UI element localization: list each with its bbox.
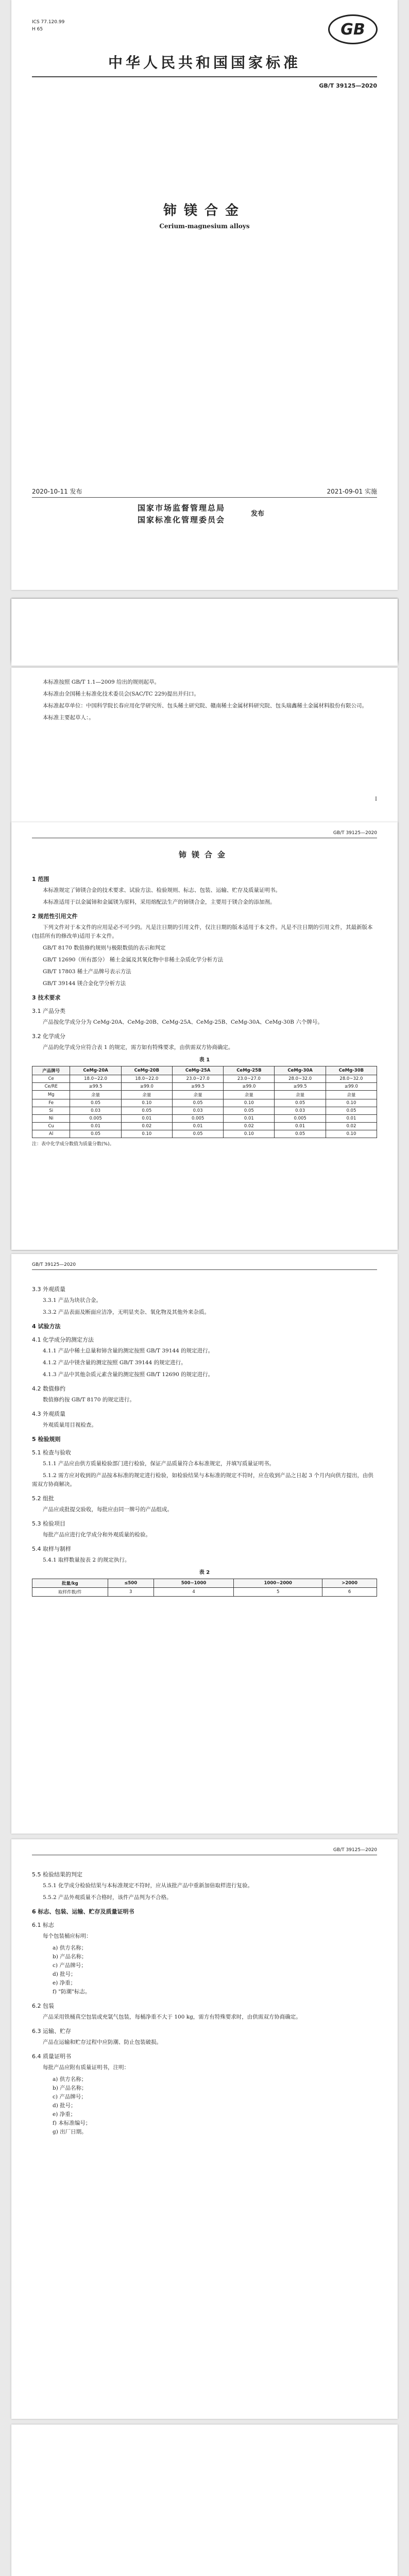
table-cell: ≥99.5: [70, 1083, 121, 1091]
section-title-test-methods: 4 试验方法: [32, 1323, 61, 1330]
table-cell: ≥99.0: [326, 1083, 377, 1091]
certificate-list-item: d) 批号；: [53, 2103, 76, 2109]
table-cell: 0.05: [70, 1130, 121, 1138]
composition-table: [32, 1066, 377, 1138]
table-cell: 0.05: [224, 1107, 275, 1115]
table-row: [32, 1588, 377, 1597]
table-cell: 0.03: [70, 1107, 121, 1115]
table-header-cell: CeMg-20A: [70, 1066, 121, 1075]
table-cell: 0.10: [121, 1130, 172, 1138]
gb-logo-text: GB: [340, 20, 365, 39]
subsection-title-chem-methods: 4.1 化学成分的测定方法: [32, 1336, 94, 1343]
foreword-paragraph: 本标准由全国稀土标准化技术委员会(SAC/TC 229)提出并归口。: [43, 691, 199, 697]
table-cell: 余量: [326, 1091, 377, 1099]
table-cell: Fe: [32, 1099, 70, 1107]
inspection-items-paragraph: 每批产品应进行化学成分和外观质量的检验。: [43, 1532, 151, 1538]
table-cell: 18.0~22.0: [121, 1075, 172, 1083]
table-row: [32, 1091, 377, 1099]
table-cell: Cu: [32, 1123, 70, 1130]
table-header-row: [32, 1579, 377, 1588]
table-cell: 余量: [275, 1091, 326, 1099]
table-header-cell: CeMg-25B: [224, 1066, 275, 1075]
reference-item: GB/T 8170 数值修约规则与极限数值的表示和判定: [43, 945, 166, 951]
subsection-title-certificate: 6.4 质量证明书: [32, 2053, 71, 2060]
mark-list-item: a) 供方名称；: [53, 1945, 87, 1951]
issue-date: 2020-10-11 发布: [32, 488, 82, 495]
scope-paragraph: 本标准适用于以金属铈和金属镁为原料，采用熔配法生产的铈镁合金，主要用于镁合金的添加剂。: [43, 899, 276, 905]
mark-list-item: b) 产品名称；: [53, 1954, 87, 1960]
table-cell: Ni: [32, 1115, 70, 1123]
table-header-cell: 500~1000: [154, 1579, 233, 1588]
table-note: 注：表中化学成分数值为质量分数(%)。: [32, 1142, 114, 1147]
table-cell: 0.10: [326, 1130, 377, 1138]
table-cell: 0.05: [275, 1099, 326, 1107]
implementation-date: 2021-09-01 实施: [327, 488, 377, 495]
table-cell: 0.10: [326, 1099, 377, 1107]
gb-logo: [328, 14, 378, 44]
standard-number: GB/T 39125—2020: [319, 82, 377, 89]
table-cell: Ce: [32, 1075, 70, 1083]
sampling-paragraph: 5.4.1 取样数量按表 2 的规定执行。: [43, 1557, 130, 1563]
table-row: [32, 1099, 377, 1107]
foreword-paragraph: 本标准起草单位：中国科学院长春应用化学研究所、包头稀土研究院、赣南稀土金属材料研究院、包头瑞鑫稀土金属材料股份有限公司。: [43, 703, 367, 709]
section-title-marking: 6 标志、包装、运输、贮存及质量证明书: [32, 1908, 134, 1915]
table-cell: 0.005: [275, 1115, 326, 1123]
table-cell: 0.05: [121, 1107, 172, 1115]
table-header-cell: 1000~2000: [234, 1579, 322, 1588]
table-cell: 余量: [224, 1091, 275, 1099]
standard-body-1: [32, 870, 377, 1147]
table-cell: 0.01: [121, 1115, 172, 1123]
table-cell: 3: [108, 1588, 154, 1597]
table-cell: 0.02: [326, 1123, 377, 1130]
appearance-paragraph: 3.3.1 产品为块状合金。: [43, 1297, 102, 1303]
table-cell: 0.05: [275, 1130, 326, 1138]
foreword-paragraph: 本标准按照 GB/T 1.1—2009 给出的规则起草。: [43, 679, 160, 685]
table-row: [32, 1107, 377, 1115]
standard-body-2: [32, 1280, 377, 1597]
table-cell: Ce/RE: [32, 1083, 70, 1091]
table-cell: 0.01: [172, 1123, 223, 1130]
standard-body-3: [32, 1865, 377, 2137]
appearance-paragraph: 3.3.2 产品表面及断面应洁净，无明显夹杂、氧化物及其他外来杂质。: [43, 1309, 210, 1315]
table-cell: 28.0~32.0: [326, 1075, 377, 1083]
certificate-list-item: a) 供方名称；: [53, 2076, 87, 2082]
date-rule: [32, 497, 377, 498]
subsection-title-transport: 6.3 运输、贮存: [32, 2028, 71, 2035]
table-cell: ≥99.0: [121, 1083, 172, 1091]
issuer-2: 国家标准化管理委员会: [137, 515, 225, 524]
page-header-number: GB/T 39125—2020: [333, 1848, 377, 1853]
batch-paragraph: 产品应成批提交验收，每批应由同一牌号的产品组成。: [43, 1506, 173, 1513]
table-cell: 0.05: [326, 1107, 377, 1115]
standard-page-1b: [11, 822, 398, 1250]
mark-list-item: f) "防潮"标志。: [53, 1989, 91, 1995]
table-cell: 0.02: [224, 1123, 275, 1130]
table-cell: 余量: [172, 1091, 223, 1099]
issuer-1: 国家市场监督管理总局: [137, 503, 225, 513]
mark-list-item: d) 批号；: [53, 1971, 76, 1977]
subsection-title-batch: 5.2 组批: [32, 1495, 54, 1502]
acceptance-item: 5.1.1 产品应由供方质量检验部门进行检验，保证产品质量符合本标准规定，并填写质量证明书。: [43, 1461, 275, 1467]
table-cell: 0.10: [224, 1099, 275, 1107]
table-cell: 0.10: [224, 1130, 275, 1138]
table-cell: 0.03: [172, 1107, 223, 1115]
title-en: Cerium-magnesium alloys: [159, 223, 250, 230]
subsection-title-composition: 3.2 化学成分: [32, 1033, 65, 1040]
subsection-title-sampling: 5.4 取样与制样: [32, 1546, 71, 1552]
table-cell: 取样件数/件: [32, 1588, 108, 1597]
table-cell: 0.02: [121, 1123, 172, 1130]
blank-page: [11, 2425, 398, 2576]
appearance-test-paragraph: 外观质量用目视检查。: [43, 1422, 97, 1428]
table-cell: Si: [32, 1107, 70, 1115]
table-2-title: 表 2: [199, 1570, 210, 1575]
table-cell: 0.03: [275, 1107, 326, 1115]
cover-page: [11, 0, 398, 590]
issue-label: 发布: [251, 510, 265, 518]
table-cell: 0.005: [172, 1115, 223, 1123]
subsection-title-appearance-test: 4.3 外观质量: [32, 1411, 65, 1417]
subsection-title-judgement: 5.5 检验结果的判定: [32, 1871, 82, 1878]
table-row: [32, 1130, 377, 1138]
table-row: [32, 1083, 377, 1091]
table-header-cell: CeMg-20B: [121, 1066, 172, 1075]
section-title-scope: 1 范围: [32, 876, 49, 883]
table-cell: Mg: [32, 1091, 70, 1099]
certificate-list-item: b) 产品名称；: [53, 2085, 87, 2091]
page-header-number: GB/T 39125—2020: [32, 1262, 76, 1267]
foreword-body: [32, 678, 377, 725]
chem-method-item: 4.1.1 产品中稀土总量和铈含量的测定按照 GB/T 39144 的规定进行。: [43, 1348, 214, 1354]
acceptance-item: 5.1.2 需方应对收到的产品按本标准的规定进行检验，如检验结果与本标准的规定不符时，应在收到产品之日起 3 个月内向供方提出，由供需双方协商解决。: [32, 1472, 373, 1487]
judgement-item: 5.5.2 产品外观质量不合格时，该件产品判为不合格。: [43, 1894, 172, 1901]
standard-title: 铈镁合金: [178, 850, 230, 859]
mark-list-item: e) 净重；: [53, 1980, 76, 1986]
classification-paragraph: 产品按化学成分分为 CeMg-20A、CeMg-20B、CeMg-25A、CeMg-25B、CeMg-30A、CeMg-30B 六个牌号。: [43, 1019, 323, 1025]
table-header-cell: CeMg-30A: [275, 1066, 326, 1075]
table-cell: 余量: [70, 1091, 121, 1099]
table-cell: 0.05: [172, 1130, 223, 1138]
section-title-inspection: 5 检验规则: [32, 1436, 61, 1443]
rounding-paragraph: 数值修约按 GB/T 8170 的规定进行。: [43, 1397, 135, 1403]
certificate-list-item: f) 本标准编号；: [53, 2120, 91, 2126]
table-cell: 23.0~27.0: [224, 1075, 275, 1083]
scope-paragraph: 本标准规定了铈镁合金的技术要求、试验方法、检验规则、标志、包装、运输、贮存及质量证明书。: [43, 887, 281, 893]
chem-method-item: 4.1.3 产品中其他杂质元素含量的测定按照 GB/T 12690 的规定进行。: [43, 1371, 214, 1378]
reference-item: GB/T 17803 稀土产品牌号表示方法: [43, 969, 131, 975]
header-rule: [32, 76, 377, 77]
section-title-references: 2 规范性引用文件: [32, 913, 78, 920]
table-row: [32, 1075, 377, 1083]
certificate-list-item: e) 净重；: [53, 2111, 76, 2117]
foreword-page-number: I: [375, 796, 377, 802]
transport-paragraph: 产品在运输和贮存过程中应防潮、防止包装破损。: [43, 2039, 162, 2045]
table-cell: 4: [154, 1588, 233, 1597]
certificate-list-item: c) 产品牌号；: [53, 2094, 87, 2100]
certificate-list-item: g) 出厂日期。: [53, 2129, 87, 2135]
table-row: [32, 1115, 377, 1123]
composition-paragraph: 产品的化学成分应符合表 1 的规定，需方如有特殊要求，由供需双方协商确定。: [43, 1044, 234, 1050]
table-cell: 余量: [121, 1091, 172, 1099]
page-header-rule: [32, 1269, 377, 1270]
reference-item: GB/T 39144 镁合金化学分析方法: [43, 980, 126, 987]
subsection-title-appearance: 3.3 外观质量: [32, 1286, 65, 1293]
mark-paragraph: 每个包装桶应标明：: [43, 1933, 92, 1939]
table-cell: ≥99.5: [275, 1083, 326, 1091]
reference-item: GB/T 12690（所有部分） 稀土金属及其氧化物中非稀土杂质化学分析方法: [43, 957, 224, 963]
subsection-title-packing: 6.2 包装: [32, 2003, 54, 2009]
table-cell: 0.10: [121, 1099, 172, 1107]
standard-page-2: [11, 1254, 398, 1834]
table-cell: 6: [322, 1588, 377, 1597]
table-header-cell: 产品牌号: [32, 1066, 70, 1075]
foreword-paper: [11, 599, 398, 666]
subsection-title-mark: 6.1 标志: [32, 1922, 54, 1928]
subsection-title-inspection-items: 5.3 检验项目: [32, 1520, 65, 1527]
table-header-cell: >2000: [322, 1579, 377, 1588]
table-row: [32, 1123, 377, 1130]
packing-paragraph: 产品采用铁桶真空包装或充氩气包装，每桶净重不大于 100 kg，需方有特殊要求时，由供需双方协商确定。: [43, 2014, 301, 2020]
table-cell: Al: [32, 1130, 70, 1138]
table-1-title: 表 1: [199, 1057, 210, 1063]
subsection-title-rounding: 4.2 数值修约: [32, 1385, 65, 1392]
subsection-title-classification: 3.1 产品分类: [32, 1008, 65, 1014]
table-cell: 23.0~27.0: [172, 1075, 223, 1083]
title-cn: 铈镁合金: [163, 203, 246, 218]
subsection-title-acceptance: 5.1 检查与验收: [32, 1449, 71, 1456]
table-cell: 0.01: [224, 1115, 275, 1123]
table-cell: 28.0~32.0: [275, 1075, 326, 1083]
section-title-requirements: 3 技术要求: [32, 994, 61, 1001]
table-cell: ≥99.5: [172, 1083, 223, 1091]
table-header-cell: ≤500: [108, 1579, 154, 1588]
table-cell: 5: [234, 1588, 322, 1597]
table-cell: 0.01: [326, 1115, 377, 1123]
table-header-cell: CeMg-30B: [326, 1066, 377, 1075]
mark-list-item: c) 产品牌号；: [53, 1962, 87, 1969]
foreword-paragraph: 本标准主要起草人：。: [43, 715, 94, 721]
table-cell: 0.005: [70, 1115, 121, 1123]
judgement-item: 5.5.1 化学成分检验结果与本标准规定不符时，应从该批产品中重新加倍取样进行复验。: [43, 1883, 253, 1889]
table-cell: 0.05: [70, 1099, 121, 1107]
table-cell: 0.01: [70, 1123, 121, 1130]
page-header-number: GB/T 39125—2020: [333, 831, 377, 836]
sampling-table: [32, 1579, 377, 1597]
table-cell: 18.0~22.0: [70, 1075, 121, 1083]
ccs-code: H 65: [32, 27, 43, 32]
table-header-row: [32, 1066, 377, 1075]
national-standard-header: 中华人民共和国国家标准: [108, 54, 301, 71]
table-header-cell: 批量/kg: [32, 1579, 108, 1588]
ics-code: ICS 77.120.99: [32, 20, 65, 25]
table-cell: 0.01: [275, 1123, 326, 1130]
certificate-paragraph: 每批产品应附有质量证明书，注明：: [43, 2064, 129, 2071]
table-header-cell: CeMg-25A: [172, 1066, 223, 1075]
table-cell: ≥99.0: [224, 1083, 275, 1091]
references-paragraph: 下列文件对于本文件的应用是必不可少的。凡是注日期的引用文件，仅注日期的版本适用于本文件。凡是不注日期的引用文件，其最新版本(包括所有的修改单)适用于本文件。: [32, 924, 373, 939]
chem-method-item: 4.1.2 产品中镁含量的测定按照 GB/T 39144 的规定进行。: [43, 1360, 186, 1366]
standard-page-3: [11, 1839, 398, 2419]
table-cell: 0.05: [172, 1099, 223, 1107]
